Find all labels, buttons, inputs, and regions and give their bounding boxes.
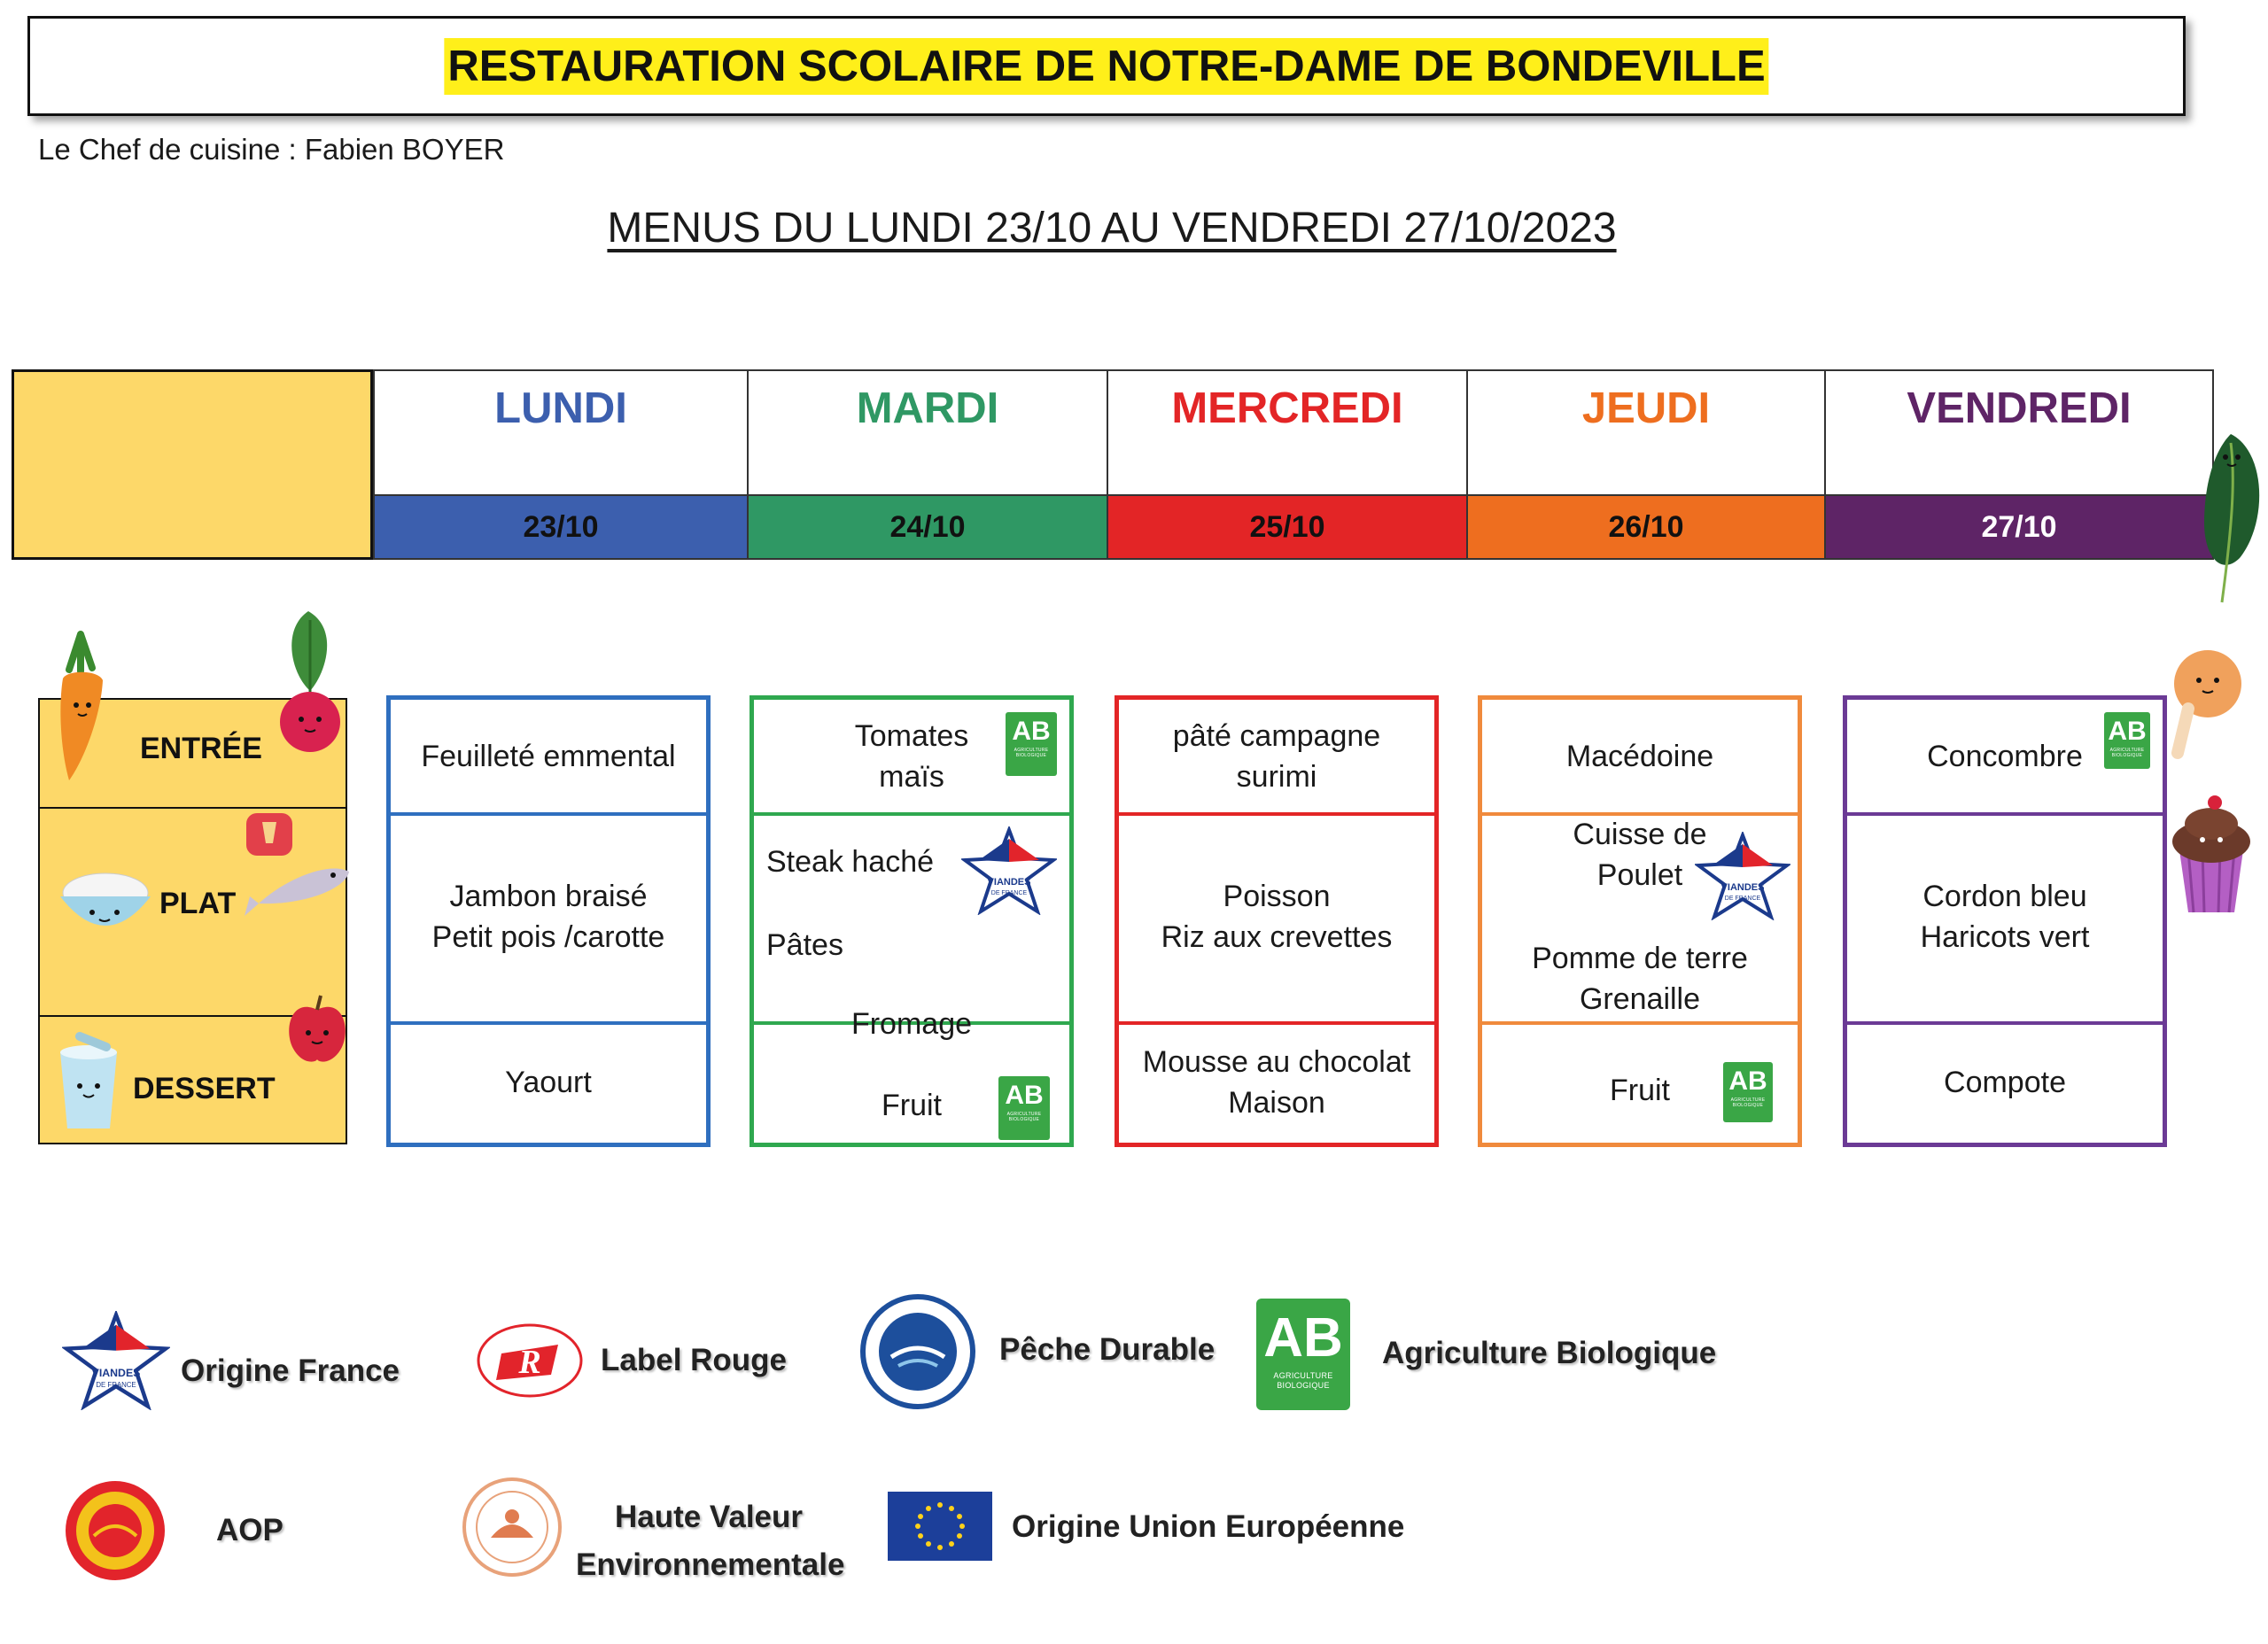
day-date-mardi: 24/10 [749, 494, 1108, 560]
day-date-lundi: 23/10 [373, 494, 749, 560]
menu-cell-mardi-plat [754, 812, 1069, 1025]
organic-ab-caption: AGRICULTURE BIOLOGIQUE [1014, 748, 1049, 758]
page-title: RESTAURATION SCOLAIRE DE NOTRE-DAME DE BONDEVILLE [444, 38, 1768, 95]
menu-cell-lundi-dessert [391, 1021, 706, 1143]
organic-ab-mark: AB [2108, 717, 2147, 746]
menu-item: Fromage [850, 1006, 973, 1041]
day-name-jeudi: JEUDI [1581, 384, 1711, 432]
origine-france-icon [62, 1311, 170, 1410]
corner-cell [12, 369, 373, 560]
rice-bowl-icon [53, 866, 158, 937]
menu-cell-mercredi-entree [1119, 700, 1434, 816]
menu-item: Riz aux crevettes [1161, 920, 1393, 954]
day-date-jeudi: 26/10 [1468, 494, 1826, 560]
organic-ab-icon [1006, 712, 1057, 776]
organic-ab-icon [2104, 712, 2150, 769]
menu-item: Concombre [1927, 739, 2083, 773]
legend-hve-line2: Environnementale [576, 1547, 845, 1582]
menu-cell-lundi-entree [391, 700, 706, 816]
menu-item: Cordon bleu [1922, 880, 2087, 913]
peche-durable-icon [859, 1293, 976, 1410]
menu-column-lundi [386, 695, 711, 1147]
day-head-jeudi [1468, 369, 1826, 496]
menu-cell-jeudi-dessert [1482, 1021, 1798, 1143]
organic-ab-icon [1723, 1062, 1773, 1122]
legend-origine-ue: Origine Union Européenne [1012, 1509, 1405, 1544]
menu-item: maïs [879, 759, 944, 794]
agriculture-bio-icon [1256, 1299, 1350, 1410]
organic-ab-icon [998, 1076, 1050, 1140]
category-label-dessert: DESSERT [133, 1072, 276, 1105]
menu-column-vendredi [1843, 695, 2167, 1147]
menu-column-mercredi [1115, 695, 1439, 1147]
organic-ab-mark: AB [1012, 717, 1051, 746]
organic-ab-caption: AGRICULTURE BIOLOGIQUE [1006, 1112, 1042, 1122]
svg-text:VIANDES: VIANDES [91, 1366, 141, 1379]
day-head-mardi [749, 369, 1108, 496]
legend-origine-france: Origine France [181, 1353, 400, 1388]
menu-item: Yaourt [505, 1065, 592, 1099]
category-label-entree: ENTRÉE [140, 732, 262, 765]
cupcake-icon [2167, 788, 2256, 921]
menu-item: Cuisse de [1573, 818, 1707, 851]
menu-item: Fruit [882, 1088, 942, 1122]
organic-ab-mark: AB [1005, 1081, 1044, 1110]
radish-icon [273, 602, 353, 762]
viandes-de-france-icon [961, 826, 1057, 915]
yogurt-icon [53, 1031, 124, 1134]
chicken-leg-icon [2162, 647, 2247, 762]
menu-cell-vendredi-plat [1847, 812, 2163, 1025]
svg-text:DE FRANCE: DE FRANCE [990, 890, 1028, 896]
menu-cell-mardi-entree [754, 700, 1069, 816]
legend-peche-durable: Pêche Durable [999, 1332, 1216, 1367]
spinach-leaf-icon [2186, 425, 2268, 620]
agriculture-bio-caption: AGRICULTURE BIOLOGIQUE [1273, 1371, 1333, 1390]
organic-ab-caption: AGRICULTURE BIOLOGIQUE [2109, 748, 2145, 758]
haute-valeur-environnementale-icon [461, 1476, 563, 1578]
menu-item: Macédoine [1565, 739, 1714, 773]
aop-icon [62, 1477, 168, 1584]
day-name-lundi: LUNDI [494, 384, 627, 432]
menu-item: Pâtes [766, 928, 843, 962]
category-label-plat: PLAT [159, 887, 237, 920]
legend-hve-line1: Haute Valeur [614, 1500, 804, 1534]
menu-column-jeudi [1478, 695, 1802, 1147]
menu-item: Steak haché [766, 845, 935, 879]
menu-item: Pomme de terre [1532, 942, 1748, 975]
viandes-de-france-icon [1695, 832, 1790, 920]
carrot-icon [50, 625, 112, 785]
menu-item: Petit pois /carotte [431, 920, 665, 954]
menu-cell-mardi-dessert [754, 1006, 1069, 1143]
menu-cell-mercredi-dessert [1119, 1021, 1434, 1143]
menu-cell-jeudi-plat [1482, 812, 1798, 1025]
organic-ab-caption: AGRICULTURE BIOLOGIQUE [1730, 1097, 1766, 1108]
title-box [27, 16, 2186, 116]
day-name-vendredi: VENDREDI [1907, 384, 2132, 432]
menu-item: Maison [1228, 1085, 1325, 1120]
menu-item: Tomates [854, 718, 969, 753]
svg-text:R: R [518, 1344, 541, 1381]
menu-item: Poulet [1596, 858, 1683, 892]
menus-title-text: MENUS DU LUNDI 23/10 AU VENDREDI 27/10/2023 [607, 205, 1617, 252]
legend-agriculture-bio: Agriculture Biologique [1382, 1336, 1717, 1370]
menu-item: Haricots vert [1920, 920, 2090, 954]
menu-item: Compote [1944, 1065, 2066, 1099]
menu-item: Feuilleté emmental [421, 739, 676, 773]
day-date-mercredi: 25/10 [1108, 494, 1468, 560]
day-name-mercredi: MERCREDI [1171, 384, 1403, 432]
menu-cell-vendredi-dessert [1847, 1021, 2163, 1143]
apple-icon [284, 992, 351, 1066]
menus-title [0, 204, 2224, 252]
menu-item: surimi [1236, 759, 1317, 794]
day-head-lundi [373, 369, 749, 496]
menu-column-mardi [750, 695, 1074, 1147]
menu-cell-mercredi-plat [1119, 812, 1434, 1025]
day-date-vendredi: 27/10 [1826, 494, 2214, 560]
meat-fish-icon [241, 808, 356, 923]
legend-aop: AOP [216, 1513, 284, 1547]
menu-cell-lundi-plat [391, 812, 706, 1025]
svg-text:DE FRANCE: DE FRANCE [96, 1381, 136, 1390]
legend-label-rouge: Label Rouge [601, 1343, 788, 1377]
day-head-mercredi [1108, 369, 1468, 496]
agriculture-bio-mark: AB [1263, 1307, 1343, 1369]
day-head-vendredi [1826, 369, 2214, 496]
organic-ab-mark: AB [1728, 1066, 1767, 1096]
menu-cell-jeudi-entree [1482, 700, 1798, 816]
legend-hve [576, 1493, 845, 1589]
menu-item: Jambon braisé [449, 880, 648, 913]
menu-item: Fruit [1610, 1073, 1670, 1107]
svg-text:VIANDES: VIANDES [1720, 882, 1765, 893]
day-name-mardi: MARDI [856, 384, 999, 432]
chef-name: Le Chef de cuisine : Fabien BOYER [38, 133, 505, 166]
menu-cell-vendredi-entree [1847, 700, 2163, 816]
eu-flag-icon [888, 1492, 992, 1561]
menu-item: pâté campagne [1172, 718, 1381, 753]
svg-text:DE FRANCE: DE FRANCE [1724, 896, 1761, 902]
menu-item: Grenaille [1579, 982, 1701, 1016]
menu-item: Mousse au chocolat [1142, 1044, 1411, 1079]
label-rouge-icon [475, 1318, 585, 1403]
svg-text:VIANDES: VIANDES [987, 877, 1031, 888]
menu-item: Poisson [1223, 880, 1331, 913]
